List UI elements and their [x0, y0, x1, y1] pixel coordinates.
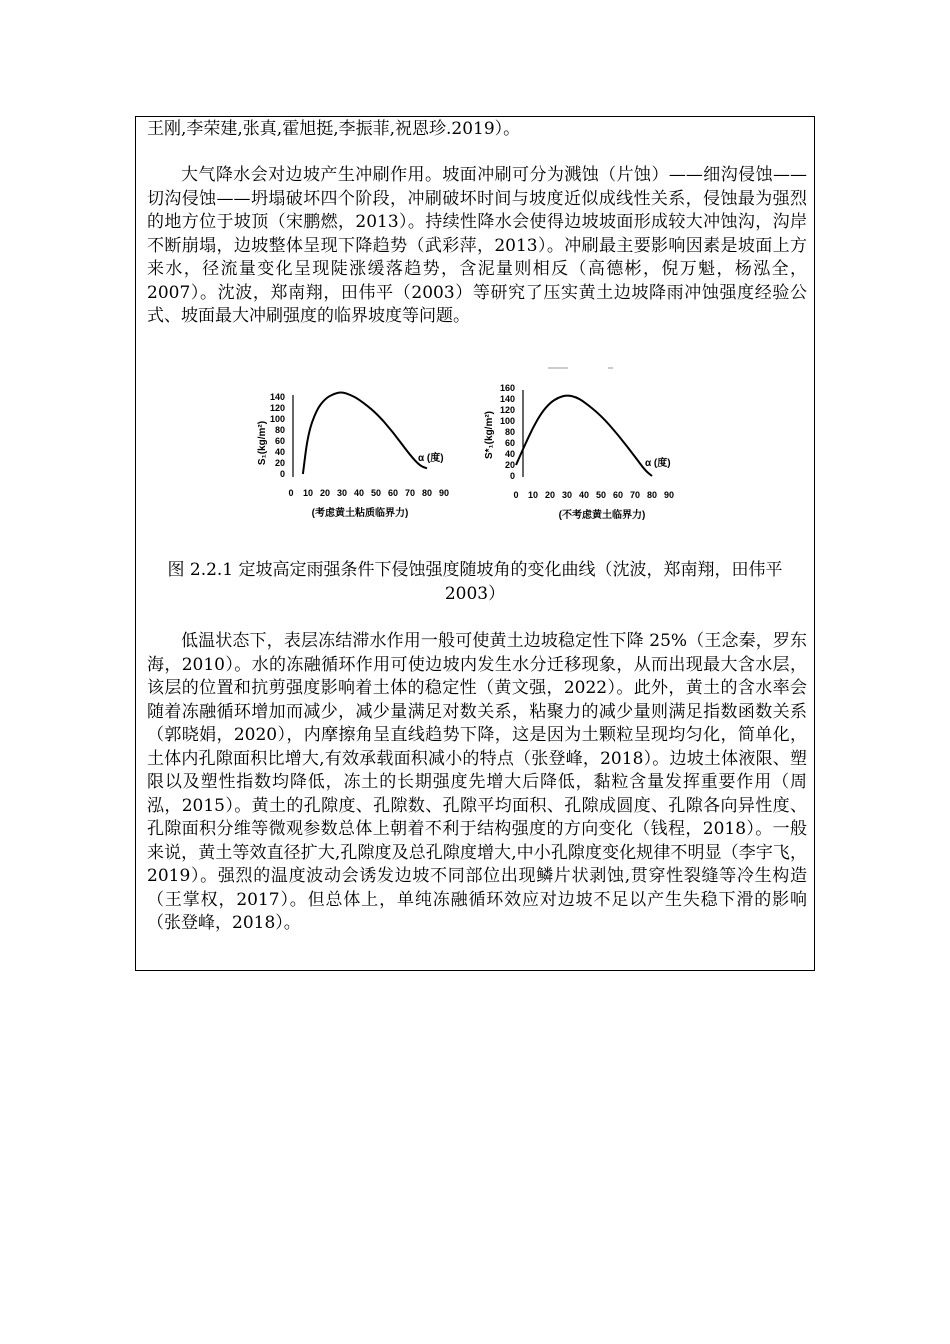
left-xtick-label: 80	[421, 488, 433, 498]
left-ytick-label: 100	[269, 414, 285, 424]
right-xtick-label: 90	[663, 490, 675, 500]
right-xtick-label: 0	[513, 490, 519, 500]
right-series-line	[516, 396, 652, 476]
right-ytick-label: 100	[499, 416, 515, 426]
right-ylabel: S*₁(kg/m²)	[484, 410, 495, 460]
figure-caption: 图 2.2.1 定坡高定雨强条件下侵蚀强度随坡角的变化曲线（沈波，郑南翔，田伟平 2003）	[167, 560, 783, 604]
left-xtick-label: 20	[319, 488, 331, 498]
right-xtick-label: 70	[629, 490, 641, 500]
right-ytick-label: 140	[499, 394, 515, 404]
paragraph-freeze-thaw: 低温状态下，表层冻结滞水作用一般可使黄土边坡稳定性下降 25%（王念秦，罗东海，2010）。水的冻融循环作用可使边坡内发生水分迁移现象，从而出现最大含水层，该层的位置和抗剪强度影响着土体的稳定性（黄文强，2022）。此外，黄土的含水率会随着冻融循环增加而减少，减少量满足对数关系，粘聚力的减少量则满足指数函数关系（郭晓娟，2020），内摩擦角呈直线趋势下降，这是因为土颗粒呈现均匀化，简单化，土体内孔隙面积比增大,有效承载面积减小的特点（张登峰，2018）。边坡土体液限、塑限以及塑性指数均降低，冻土的长期强度先增大后降低，黏粒含量发挥重要作用（周泓，2015）。黄土的孔隙度、孔隙数、孔隙平均面积、孔隙成圆度、孔隙各向异性度、孔隙面积分维等微观参数总体上朝着不利于结构强度的方向变化（钱程，2018）。一般来说，黄土等效直径扩大,孔隙度及总孔隙度增大,中小孔隙度变化规律不明显（李宇飞，2019）。强烈的温度波动会诱发边坡不同部位出现鳞片状剥蚀,贯穿性裂缝等冷生构造（王掌权，2017）。但总体上，单纯冻融循环效应对边坡不足以产生失稳下滑的影响（张登峰，2018）。	[147, 631, 807, 933]
right-ytick-label: 60	[504, 438, 515, 448]
right-ytick-label: 80	[504, 427, 515, 437]
left-ylabel: S₁(kg/m²)	[257, 420, 268, 466]
right-ytick-label: 120	[499, 405, 515, 415]
left-xtick-label: 0	[288, 488, 294, 498]
right-xtick-label: 50	[595, 490, 607, 500]
left-angle-label: α (度)	[418, 453, 444, 464]
left-xtick-label: 70	[404, 488, 416, 498]
right-ytick-label: 0	[509, 471, 515, 481]
left-ytick-label: 140	[269, 392, 285, 402]
right-xtick-label: 60	[612, 490, 624, 500]
paragraph-reference-tail: 王刚,李荣建,张真,霍旭挺,李振菲,祝恩珍.2019）。	[147, 119, 521, 139]
right-xtick-label: 40	[578, 490, 590, 500]
left-xtick-label: 90	[438, 488, 450, 498]
right-xtick-label: 20	[544, 490, 556, 500]
paragraph-erosion: 大气降水会对边坡产生冲刷作用。坡面冲刷可分为溅蚀（片蚀）——细沟侵蚀——切沟侵蚀——坍塌破坏四个阶段，冲刷破坏时间与坡度近似成线性关系，侵蚀最为强烈的地方位于坡顶（宋鹏燃，2013）。持续性降水会使得边坡坡面形成较大冲蚀沟，沟岸不断崩塌，边坡整体呈现下降趋势（武彩萍，2013）。冲刷最主要影响因素是坡面上方来水，径流量变化呈现陡涨缓落趋势，含泥量则相反（高德彬，倪万魁，杨泓全，2007）。沈波，郑南翔，田伟平（2003）等研究了压实黄土边坡降雨冲蚀强度经验公式、坡面最大冲刷强度的临界坡度等问题。	[147, 165, 807, 326]
left-sublabel: (考虑黄土粘质临界力)	[311, 508, 409, 519]
right-sublabel: (不考虑黄土临界力)	[558, 510, 646, 521]
left-xtick-label: 60	[387, 488, 399, 498]
erosion-figure	[225, 355, 705, 535]
right-ytick-label: 160	[499, 383, 515, 393]
left-xtick-label: 10	[302, 488, 314, 498]
right-ytick-label: 40	[504, 449, 515, 459]
right-xtick-label: 10	[527, 490, 539, 500]
right-angle-label: α (度)	[645, 458, 671, 469]
right-xtick-label: 30	[561, 490, 573, 500]
left-xtick-label: 50	[370, 488, 382, 498]
left-xtick-label: 30	[336, 488, 348, 498]
right-xtick-label: 80	[646, 490, 658, 500]
left-ytick-label: 40	[274, 447, 285, 457]
right-panel	[484, 383, 674, 521]
left-panel	[257, 392, 449, 519]
left-xtick-label: 40	[353, 488, 365, 498]
right-ytick-label: 20	[504, 460, 515, 470]
left-ytick-label: 80	[274, 425, 285, 435]
left-ytick-label: 120	[269, 403, 285, 413]
left-series-line	[303, 393, 427, 474]
left-ytick-label: 60	[274, 436, 285, 446]
left-ytick-label: 0	[279, 469, 285, 479]
left-ytick-label: 20	[274, 458, 285, 468]
